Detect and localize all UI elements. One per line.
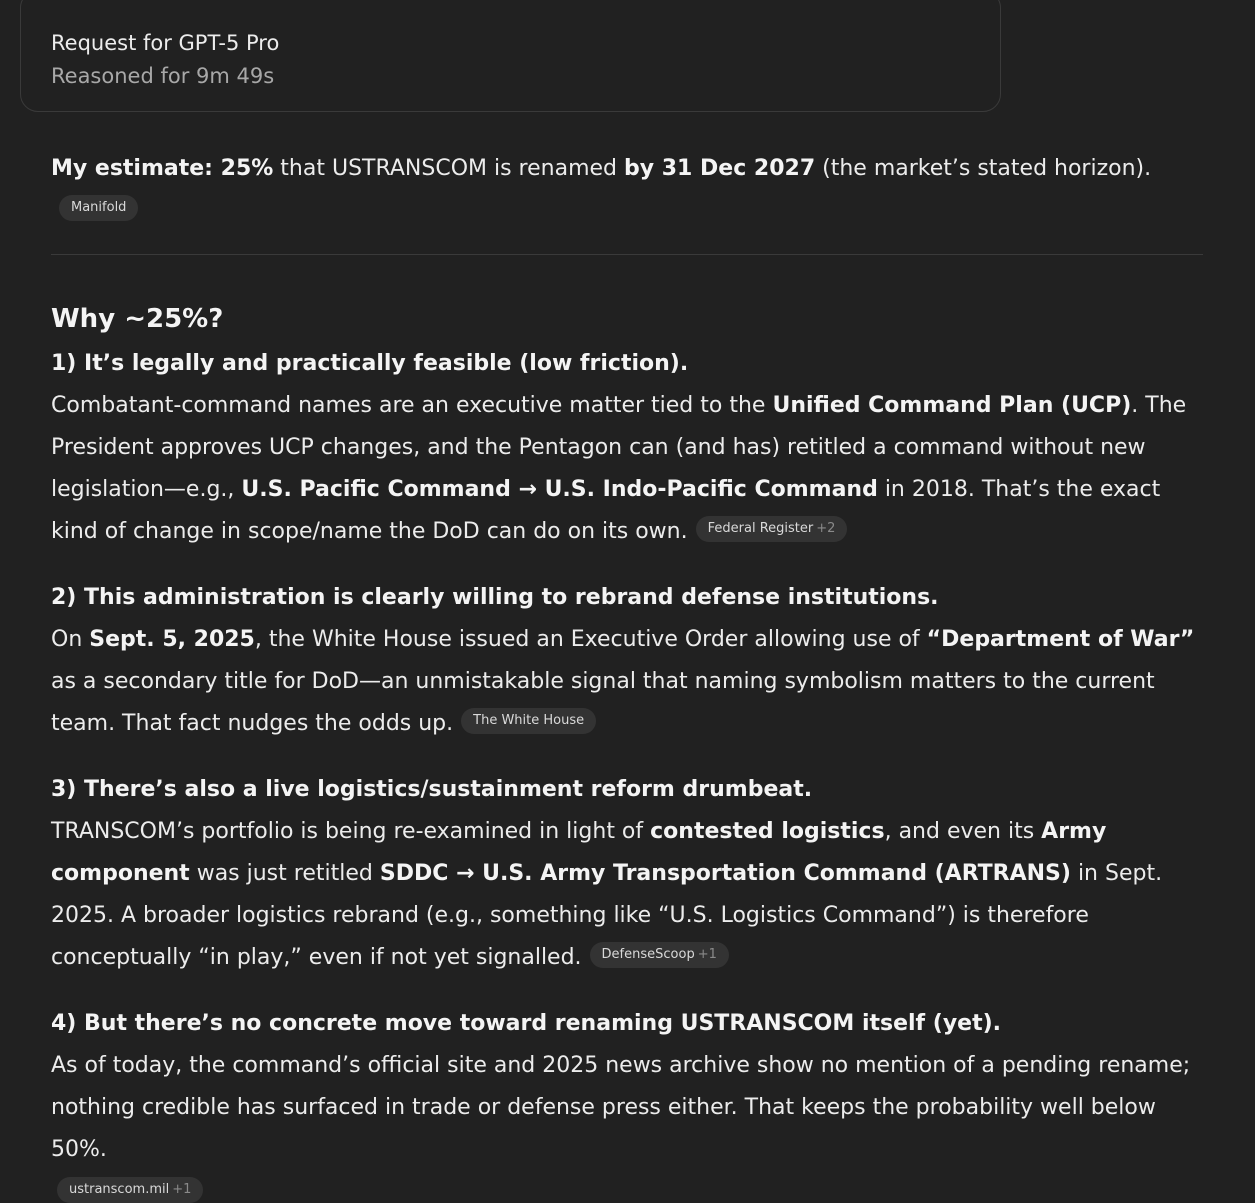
estimate-horizon: by 31 Dec 2027 [624,156,816,181]
response-content [51,148,1211,1203]
divider [51,254,1203,255]
estimate-value: My estimate: 25% [51,156,274,181]
reason-2 [51,577,1211,745]
reason-4-body: As of today, the command’s official site and 2025 news archive show no mention of a pending rename; nothing credible has surfaced in trade or defense press either. That keeps the probability well below 50%. [51,1053,1191,1162]
reasoning-duration[interactable]: Reasoned for 9m 49s [51,64,275,88]
section-heading: Why ~25%? [51,304,224,334]
reason-3-heading: 3) There’s also a live logistics/sustainment reform drumbeat. [51,777,813,802]
source-chip-white-house[interactable]: The White House [461,708,596,734]
reason-3 [51,769,1211,979]
reason-4 [51,1003,1211,1203]
reason-3-body: TRANSCOM’s portfolio is being re-examined in light of contested logistics, and even its Army component was just retitled SDDC → U.S. Army Transportation Command (ARTRANS) in Sept. 2025. A broader logistics rebrand (e.g., something like “U.S. Logistics Command”) is therefore conceptually “in play,” even if not yet signalled. DefenseScoop +1 [51,819,1163,970]
reason-1 [51,343,1211,553]
reason-4-heading: 4) But there’s no concrete move toward renaming USTRANSCOM itself (yet). [51,1011,1002,1036]
request-card[interactable] [20,0,1001,112]
source-chip-manifold[interactable]: Manifold [59,195,138,221]
reason-1-body: Combatant-command names are an executive matter tied to the Unified Command Plan (UCP). The President approves UCP changes, and the Pentagon can (and has) retitled a command without new legislation—e.g., U.S. Pacific Command → U.S. Indo-Pacific Command in 2018. That’s the exact kind of change in scope/name the DoD can do on its own. Federal Register +2 [51,393,1187,544]
estimate-paragraph: My estimate: 25% that USTRANSCOM is renamed by 31 Dec 2027 (the market’s stated horizon).Manifold [51,148,1211,232]
reason-2-body: On Sept. 5, 2025, the White House issued an Executive Order allowing use of “Department of War” as a secondary title for DoD—an unmistakable signal that naming symbolism matters to the current team. That fact nudges the odds up. The White House [51,627,1195,736]
source-chip-defensescoop[interactable]: DefenseScoop +1 [590,942,729,968]
reason-1-heading: 1) It’s legally and practically feasible (low friction). [51,351,689,376]
source-chip-ustranscom[interactable]: ustranscom.mil +1 [57,1177,203,1203]
reason-2-heading: 2) This administration is clearly willing to rebrand defense institutions. [51,585,939,610]
source-chip-federal-register[interactable]: Federal Register +2 [696,516,848,542]
request-title: Request for GPT-5 Pro [51,31,280,55]
